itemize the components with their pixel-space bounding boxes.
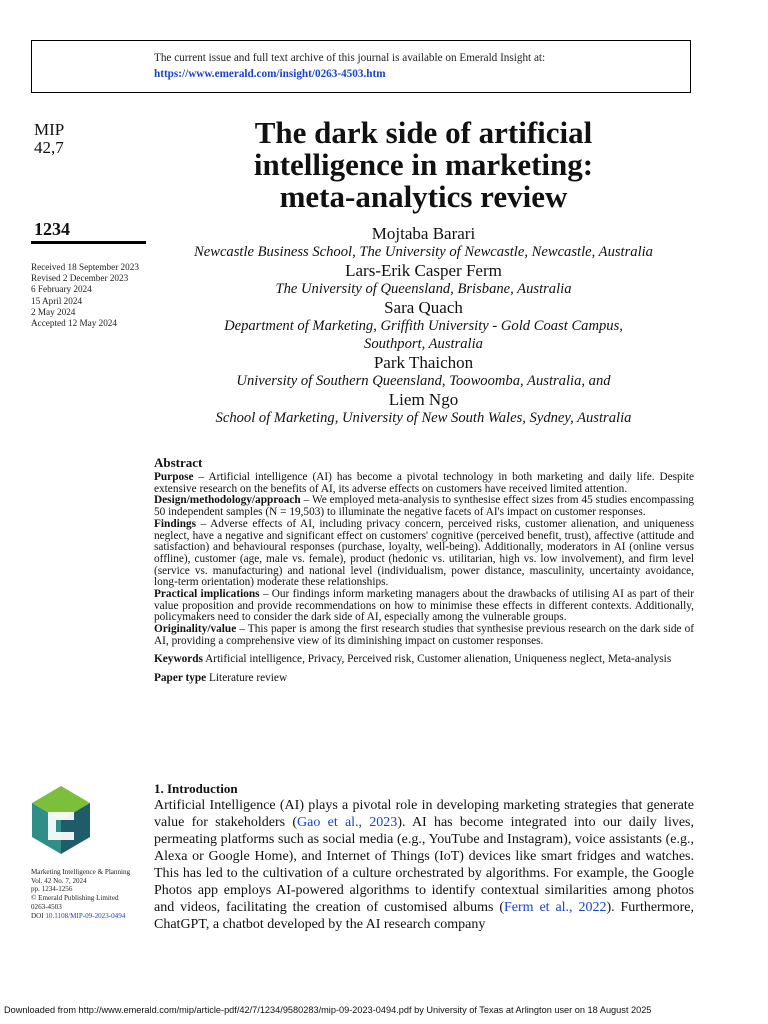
doi-label: DOI — [31, 911, 46, 920]
availability-text: The current issue and full text archive of this journal is available on Emerald Insight at: — [154, 52, 546, 64]
citation-link[interactable]: Ferm et al., 2022 — [504, 900, 607, 915]
title-line: intelligence in marketing: — [253, 147, 594, 182]
abstract-practical-implications — [154, 589, 694, 624]
paper-type-text: Literature review — [206, 671, 288, 684]
abstract-design — [154, 495, 694, 518]
journal-availability-box — [31, 40, 691, 93]
section-text: – We employed meta-analysis to synthesise effect sizes from 45 studies encompassing 50 independent samples (N = 19,503) to illuminate the negative facets of AI's impact on customer responses. — [154, 494, 694, 519]
date-line: 6 February 2024 — [31, 284, 92, 295]
author-affiliation: Newcastle Business School, The University of Newcastle, Newcastle, Australia — [194, 244, 653, 260]
date-line: Accepted 12 May 2024 — [31, 318, 117, 329]
introduction-paragraph — [154, 797, 694, 933]
doi-line — [31, 912, 130, 921]
abstract — [154, 455, 694, 686]
received-dates — [31, 262, 139, 329]
author-name: Liem Ngo — [388, 390, 459, 409]
date-line: Received 18 September 2023 — [31, 262, 139, 272]
title-line: meta-analytics review — [279, 179, 568, 214]
date-line: 2 May 2024 — [31, 306, 76, 317]
title-line: The dark side of artificial — [254, 115, 593, 150]
page-number-rule — [31, 241, 146, 244]
date-line: Revised 2 December 2023 — [31, 273, 129, 284]
author-affiliation: School of Marketing, University of New South Wales, Sydney, Australia — [215, 410, 632, 426]
author-affiliation: The University of Queensland, Brisbane, Australia — [275, 281, 572, 297]
keywords — [154, 652, 694, 667]
intro-text: Artificial Intelligence (AI) plays a pivotal role in developing marketing strategies that generate value for stakeholders ( — [154, 798, 694, 830]
introduction-section — [154, 781, 694, 933]
date-line: 15 April 2024 — [31, 295, 83, 306]
abstract-originality — [154, 624, 694, 647]
journal-info-line: © Emerald Publishing Limited — [31, 894, 119, 903]
doi-link[interactable]: 10.1108/MIP-09-2023-0494 — [45, 911, 126, 920]
abstract-purpose — [154, 472, 694, 495]
page-number: 1234 — [34, 219, 70, 239]
journal-info — [31, 868, 130, 920]
section-text: – Our findings inform marketing managers about the drawbacks of utilising AI as part of their value proposition and provide recommendations on how to minimise these effects in different contexts. Additionally, policymakers need to consider the dark side of AI, especially among the vulnerable groups. — [154, 588, 695, 624]
section-label: Purpose — [154, 471, 194, 483]
section-text: – Artificial intelligence (AI) has become a pivotal technology in both marketing and daily life. Despite extensive research on the benefits of AI, its adverse effects on customers have received limited attention. — [154, 471, 694, 495]
download-footer: Downloaded from http://www.emerald.com/mip/article-pdf/42/7/1234/9580283/mip-09-2023-0494.pdf by University of Texas at Arlington user on 18 August 2025 — [4, 1005, 652, 1015]
section-label: Design/methodology/approach — [154, 494, 301, 507]
intro-text: ). AI has become integrated into our daily lives, permeating platforms such as social media (e.g., YouTube and Instagram), voice assistants (e.g., Alexa or Google Home), and Internet of Things (IoT) devices like smart fridges and watches. This has led to the cultivation of a culture orchestrated by algorithms. For example, the Google Photos app employs AI-powered algorithms to identify contextual similarities among photos and videos, facilitating the creation of customised albums ( — [154, 815, 694, 915]
introduction-heading: 1. Introduction — [154, 781, 238, 796]
paper-type-label: Paper type — [154, 671, 207, 684]
author-name: Park Thaichon — [373, 353, 474, 372]
journal-info-line: pp. 1234-1256 — [31, 885, 73, 894]
author-affiliation: Department of Marketing, Griffith University - Gold Coast Campus, — [224, 318, 623, 334]
citation-link[interactable]: Gao et al., 2023 — [297, 815, 398, 830]
author-affiliation: University of Southern Queensland, Toowoomba, Australia, and — [236, 373, 611, 389]
author-name: Lars-Erik Casper Ferm — [345, 261, 502, 280]
keywords-text: Artificial intelligence, Privacy, Perceived risk, Customer alienation, Uniqueness neglect, Meta-analysis — [202, 652, 672, 665]
journal-logo-icon — [30, 784, 92, 856]
volume-issue: 42,7 — [34, 138, 64, 157]
paper-type — [154, 671, 694, 686]
section-text: – This paper is among the first research studies that synthesise previous research on the dark side of AI, providing a comprehensive view of its diminishing impact on customer responses. — [154, 623, 694, 647]
section-label: Originality/value — [154, 623, 237, 636]
author-name: Mojtaba Barari — [371, 224, 476, 243]
intro-text: ). Furthermore, ChatGPT, a chatbot developed by the AI research company — [154, 900, 694, 932]
author-name: Sara Quach — [384, 298, 463, 317]
abstract-heading: Abstract — [154, 455, 203, 470]
journal-info-line: Vol. 42 No. 7, 2024 — [31, 876, 87, 885]
journal-abbreviation: MIP — [34, 120, 65, 139]
author-affiliation: Southport, Australia — [364, 336, 483, 352]
journal-info-line: 0263-4503 — [31, 902, 62, 911]
abstract-findings — [154, 519, 694, 589]
journal-url-link[interactable]: https://www.emerald.com/insight/0263-4503.htm — [154, 68, 386, 80]
journal-info-line: Marketing Intelligence & Planning — [31, 868, 131, 876]
section-label: Findings — [154, 517, 197, 530]
article-title — [150, 117, 697, 213]
section-label: Practical implications — [154, 588, 260, 601]
section-text: – Adverse effects of AI, including privacy concern, perceived risks, customer alienation, and uniqueness neglect, have a negative and significant effect on customers' cognitive (perceived benefit, trust), affective (attitude and satisfaction) and behavioural responses (purchase, loyalty, well-being). Additionally, moderators in AI (online versus offline), customer (age, male vs. female), product (hedonic vs. utilitarian, high vs. low involvement), and firm level (service vs. manufacturing) and national level (individualism, power distance, masculinity, uncertainty avoidance, long-term orientation) moderate these relationships. — [154, 517, 694, 589]
author-list — [150, 224, 697, 427]
keywords-label: Keywords — [154, 652, 203, 665]
